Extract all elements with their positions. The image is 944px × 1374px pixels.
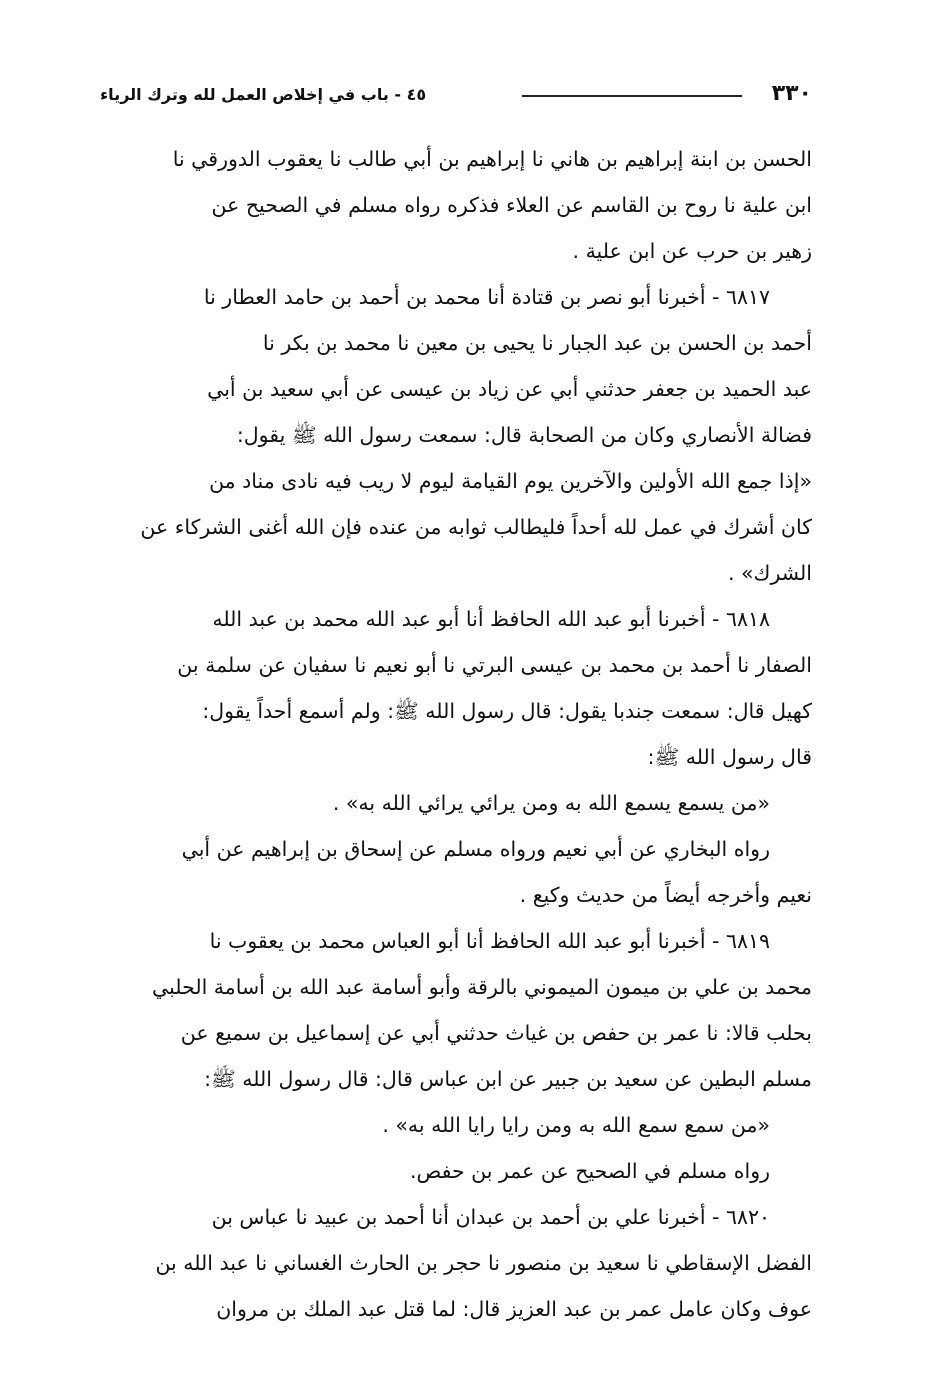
text-line: بحلب قالا: نا عمر بن حفص بن غياث حدثني أبي عن إسماعيل بن سميع عن: [180, 1021, 812, 1045]
text-line: مسلم البطين عن سعيد بن جبير عن ابن عباس قال: قال رسول الله ﷺ:: [204, 1067, 812, 1091]
text-line: الحسن بن ابنة إبراهيم بن هاني نا إبراهيم بن أبي طالب نا يعقوب الدورقي نا: [172, 147, 812, 171]
hadith-6818: [100, 596, 812, 918]
text-line: رواه البخاري عن أبي نعيم ورواه مسلم عن إسحاق بن إبراهيم عن أبي: [181, 837, 770, 861]
chapter-title: ٤٥ - باب في إخلاص العمل لله وترك الرياء: [100, 85, 427, 104]
quoted-text-line: «من يسمع يسمع الله به ومن يرائي يرائي الله به» .: [332, 791, 770, 815]
text-line: ابن علية نا روح بن القاسم عن العلاء فذكره رواه مسلم في الصحيح عن: [211, 193, 812, 217]
text-line: فضالة الأنصاري وكان من الصحابة قال: سمعت رسول الله ﷺ يقول:: [236, 423, 812, 447]
page-body: [100, 136, 812, 1332]
page-number: ٣٣٠: [771, 81, 812, 106]
text-line: ٦٨٢٠ - أخبرنا علي بن أحمد بن عبدان أنا أحمد بن عبيد نا عباس بن: [211, 1205, 770, 1229]
text-line: الصفار نا أحمد بن محمد بن عيسى البرتي نا أبو نعيم نا سفيان عن سلمة بن: [177, 653, 812, 677]
quoted-text-line: كان أشرك في عمل لله أحداً فليطالب ثوابه من عنده فإن الله أغنى الشركاء عن: [140, 515, 812, 539]
text-line: رواه مسلم في الصحيح عن عمر بن حفص.: [409, 1159, 770, 1183]
quoted-text-line: «من سمع سمع الله به ومن رايا رايا الله به» .: [382, 1113, 770, 1137]
hadith-6819: [100, 918, 812, 1194]
text-line: نعيم وأخرجه أيضاً من حديث وكيع .: [519, 883, 812, 907]
paragraph-continuation: [100, 136, 812, 274]
text-line: عوف وكان عامل عمر بن عبد العزيز قال: لما قتل عبد الملك بن مروان: [216, 1297, 812, 1321]
header-rule: [522, 95, 742, 97]
text-line: ٦٨١٨ - أخبرنا أبو عبد الله الحافظ أنا أبو عبد الله محمد بن عبد الله: [212, 607, 770, 631]
quoted-text-line: الشرك» .: [727, 561, 812, 585]
text-line: ٦٨١٧ - أخبرنا أبو نصر بن قتادة أنا محمد بن أحمد بن حامد العطار نا: [203, 285, 770, 309]
page-header: [100, 78, 812, 120]
text-line: ٦٨١٩ - أخبرنا أبو عبد الله الحافظ أنا أبو العباس محمد بن يعقوب نا: [209, 929, 770, 953]
quoted-text-line: «إذا جمع الله الأولين والآخرين يوم القيامة ليوم لا ريب فيه نادى مناد من: [209, 469, 812, 493]
book-page: [100, 78, 812, 1321]
text-line: أحمد بن الحسن بن عبد الجبار نا يحيى بن معين نا محمد بن بكر نا: [262, 331, 812, 355]
text-line: كهيل قال: سمعت جندبا يقول: قال رسول الله ﷺ: ولم أسمع أحداً يقول:: [202, 699, 812, 723]
text-line: زهير بن حرب عن ابن علية .: [572, 239, 812, 263]
hadith-6817: [100, 274, 812, 596]
text-line: الفضل الإسقاطي نا سعيد بن منصور نا حجر بن الحارث الغساني نا عبد الله بن: [155, 1251, 812, 1275]
hadith-6820: [100, 1194, 812, 1332]
text-line: قال رسول الله ﷺ:: [647, 745, 812, 769]
text-line: عبد الحميد بن جعفر حدثني أبي عن زياد بن عيسى عن أبي سعيد بن أبي: [207, 377, 812, 401]
text-line: محمد بن علي بن ميمون الميموني بالرقة وأبو أسامة عبد الله بن أسامة الحلبي: [152, 975, 812, 999]
